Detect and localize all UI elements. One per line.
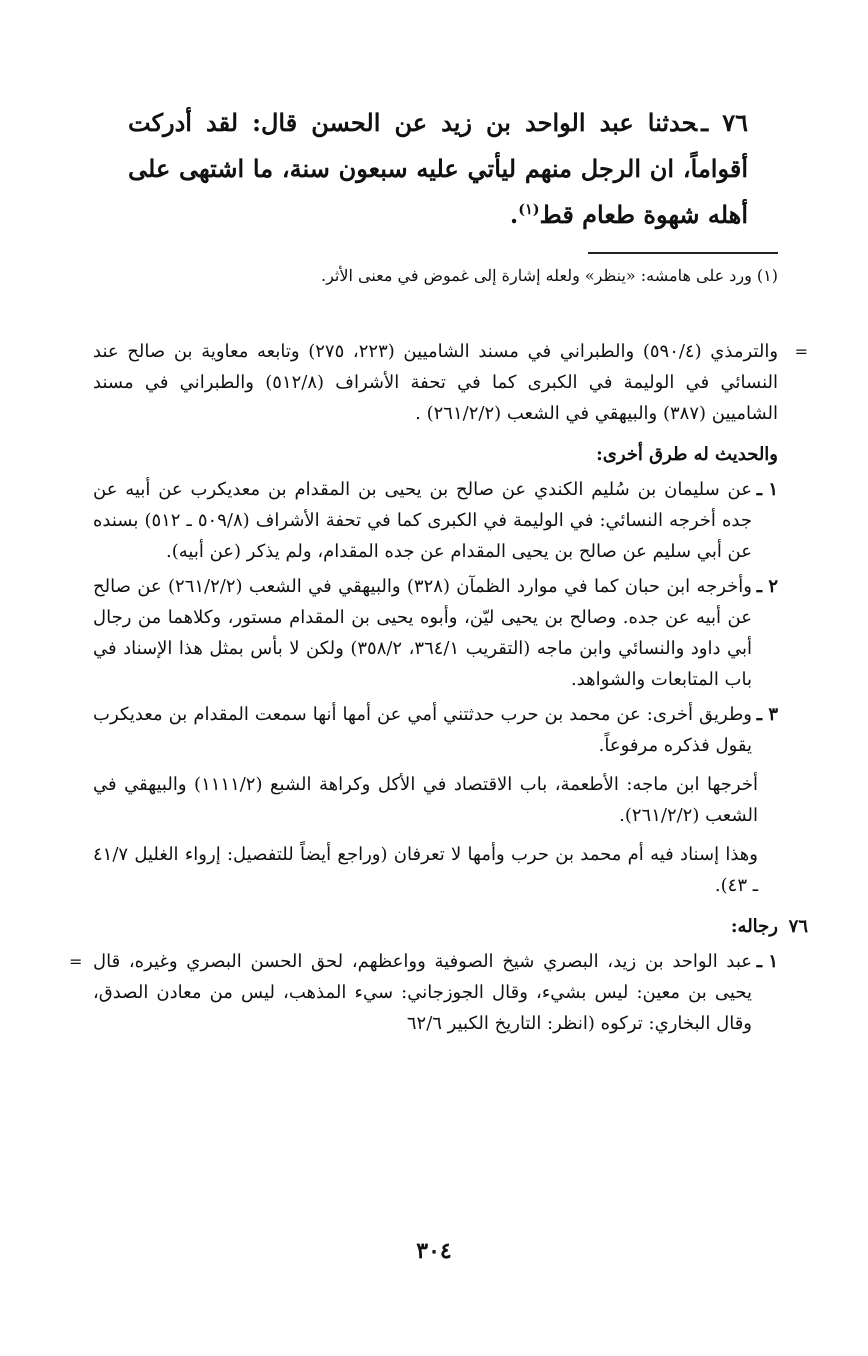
list-item-number: ١ ـ [756,951,778,972]
sub-paragraph: أخرجها ابن ماجه: الأطعمة، باب الاقتصاد في الأكل وكراهة الشبع (١١١١/٢) والبيهقي في الشعب (٢٦١/٢/٢). [93,774,758,826]
list-item [69,946,778,1039]
list-item-number: ٢ ـ [756,576,778,597]
hadith-number: ٧٦ ـ [701,108,748,137]
notes-section [69,336,808,1039]
continued-note-text: والترمذي (٥٩٠/٤) والطبراني في مسند الشاميين (٢٢٣، ٢٧٥) وتابعه معاوية بن صالح عند النسائي في الوليمة في الكبرى كما في تحفة الأشراف (٥١٢/٨) والطبراني في مسند الشاميين (٣٨٧) والبيهقي في الشعب (٢٦١/٢/٢) . [93,341,779,424]
rijal-heading-text: رجاله: [730,916,778,937]
list-item-text: عبد الواحد بن زيد، البصري شيخ الصوفية وواعظهم، لحق الحسن البصري وغيره، قال يحيى بن معين: ليس بشيء، وقال الجوزجاني: سيء المذهب، ليس من معادن الصدق، وقال البخاري: تركوه (انظر: التاريخ الكبير ٦٢/٦ [93,951,752,1034]
continuation-marker: = [69,952,83,971]
rijal-heading [93,911,808,942]
page-number: ٣٠٤ [416,1238,452,1264]
notes-heading: والحديث له طرق أخرى: [596,444,778,465]
list-item [93,571,778,695]
list-item [93,474,778,567]
sub-paragraph: وهذا إسناد فيه أم محمد بن حرب وأمها لا تعرفان (وراجع أيضاً للتفصيل: إرواء الغليل ٤١/٧ ـ ٤٣). [93,844,758,896]
list-item-number: ١ ـ [756,479,778,500]
footnote: (١) ورد على هامشه: «ينظر» ولعله إشارة إلى غموض في معنى الأثر. [320,266,778,285]
list-item-text: وأخرجه ابن حبان كما في موارد الظمآن (٣٢٨) والبيهقي في الشعب (٢٦١/٢/٢) عن صالح عن أبيه عن جده. وصالح بن يحيى ليّن، وأبوه يحيى بن المقدام مستور، وكلاهما من رجال أبي داود والنسائي وابن ماجه (التقريب ٣٦٤/١، ٣٥٨/٢) ولكن لا بأس بمثل هذا الإسناد في باب المتابعات والشواهد. [93,576,753,690]
hadith-end: . [509,200,519,229]
list-item [93,699,778,761]
footnote-separator [588,252,778,254]
hadith-text: حدثنا عبد الواحد بن زيد عن الحسن قال: لقد أدركت أقواماً، ان الرجل منهم ليأتي عليه سبعون سنة، ما اشتهى على أهله شهوة طعام قط [128,108,748,229]
rijal-number: ٧٦ [788,916,808,937]
main-text [128,100,748,238]
list-item-text: وطريق أخرى: عن محمد بن حرب حدثتني أمي عن أمها أنها سمعت المقدام بن معديكرب يقول فذكره مرفوعاً. [93,704,752,756]
continued-note [93,336,808,429]
list-item-text: عن سليمان بن سُليم الكندي عن صالح بن يحيى بن المقدام بن معديكرب عن أبيه عن جده أخرجه النسائي: في الوليمة في الكبرى كما في تحفة الأشراف (٥٠٩/٨ ـ ٥١٢) بسنده عن أبي سليم عن صالح بن يحيى المقدام عن جده المقدام، ولم يذكر (عن أبيه). [93,479,752,562]
list-item-number: ٣ ـ [756,704,778,725]
continuation-marker: = [794,342,808,361]
footnote-reference: (١) [518,201,540,218]
